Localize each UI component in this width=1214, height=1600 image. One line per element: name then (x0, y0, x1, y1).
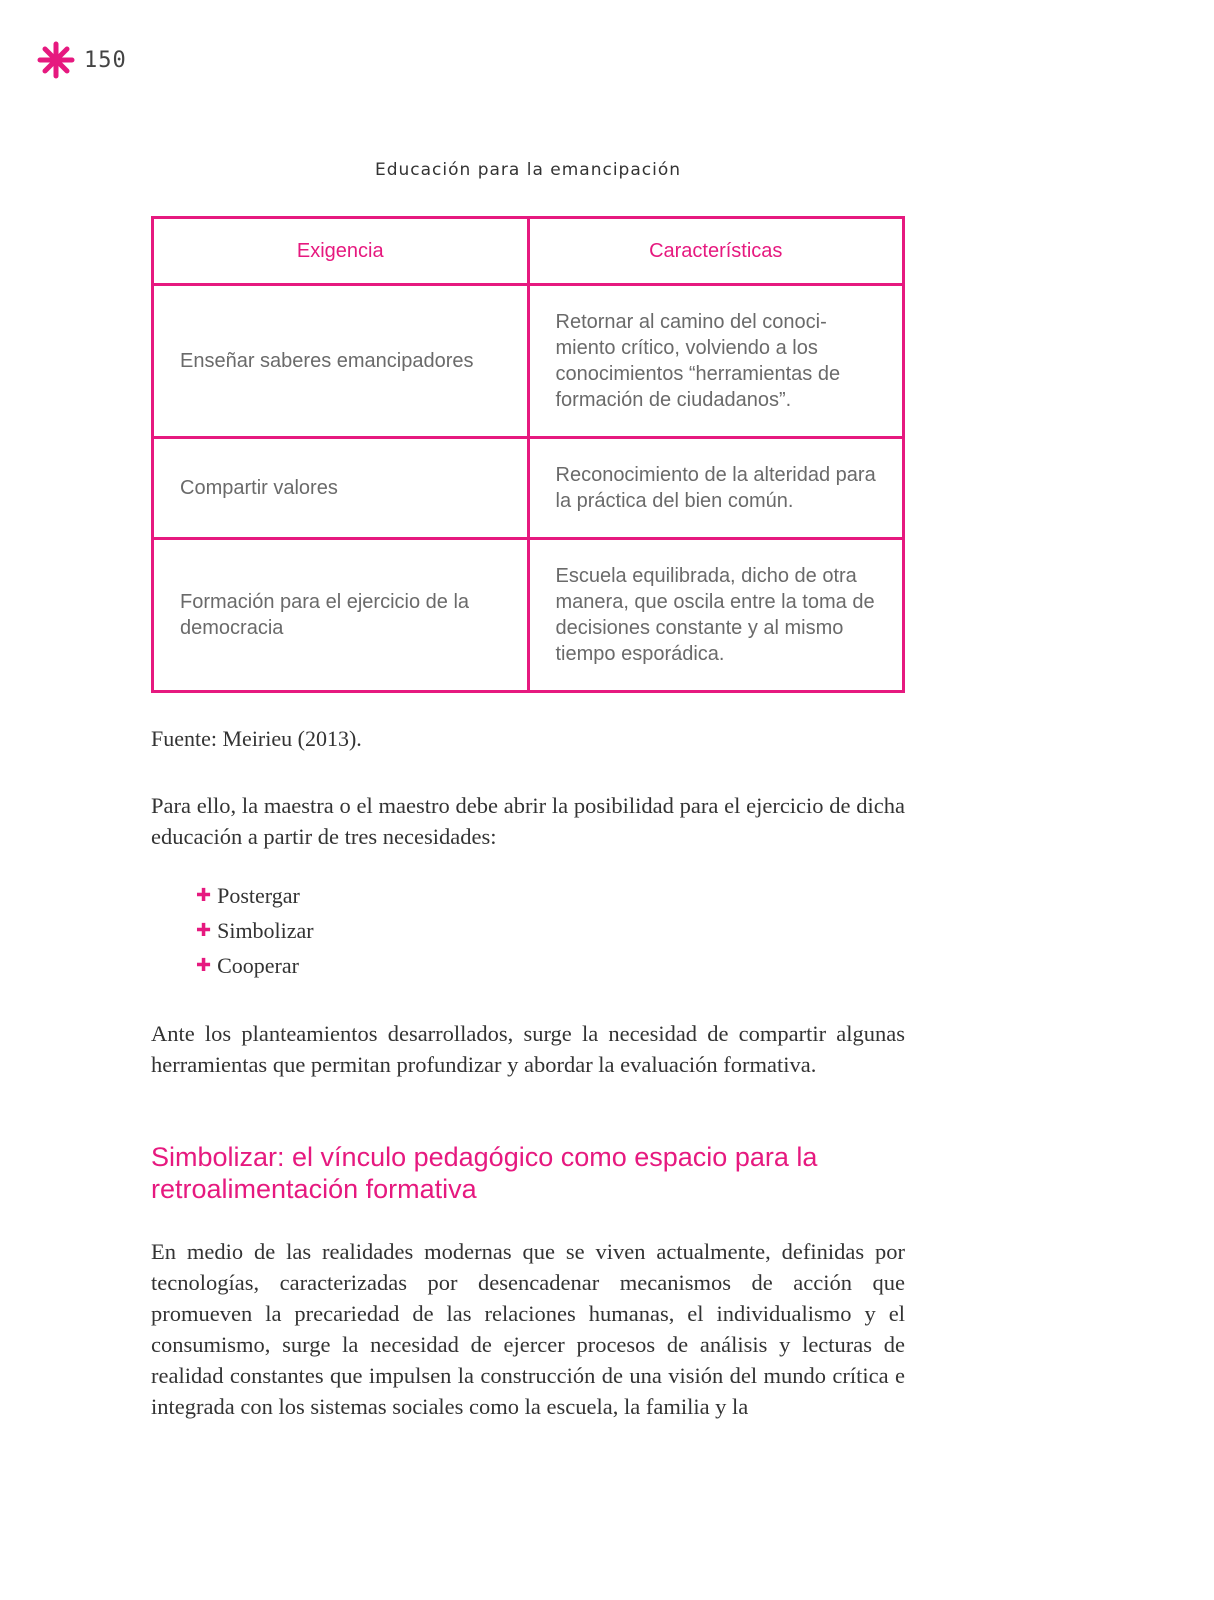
list-item (196, 878, 314, 913)
requirements-table (151, 216, 905, 693)
bullet-icon: ✚ (196, 920, 212, 941)
page-number: 150 (84, 47, 127, 73)
table-row (153, 539, 904, 692)
needs-list (196, 878, 314, 983)
caracteristicas-cell: Escuela equilibrada, dicho de otra manera, que oscila entre la toma de decisiones constante y al mismo tiempo esporádica. (528, 539, 904, 692)
column-header-exigencia: Exigencia (153, 218, 529, 285)
list-item-label: Simbolizar (217, 918, 314, 943)
bullet-icon: ✚ (196, 955, 212, 976)
list-item-label: Postergar (217, 883, 300, 908)
section-heading: Simbolizar: el vínculo pedagógico como espacio para la retroalimentación formativa (151, 1142, 818, 1204)
table-caption: Educación para la emancipación (374, 160, 682, 180)
caracteristicas-cell: Reconocimiento de la alteridad para la práctica del bien común. (528, 438, 904, 539)
table-source: Fuente: Meirieu (2013). (151, 726, 362, 751)
list-item (196, 913, 314, 948)
paragraph-intro: Para ello, la maestra o el maestro debe abrir la posibilidad para el ejercicio de dicha educación a partir de tres necesidades: (151, 793, 905, 849)
exigencia-cell: Formación para el ejercicio de la democracia (153, 539, 529, 692)
asterisk-icon (36, 40, 76, 80)
exigencia-cell: Enseñar saberes emancipadores (153, 285, 529, 438)
column-header-caracteristicas: Características (528, 218, 904, 285)
table-row (153, 438, 904, 539)
list-item (196, 948, 314, 983)
paragraph-tools: Ante los planteamientos desarrollados, surge la necesidad de compartir algunas herramientas que permitan profundizar y abordar la evaluación formativa. (151, 1021, 905, 1077)
list-item-label: Cooperar (217, 953, 299, 978)
table-header-row (153, 218, 904, 285)
page-header (36, 40, 127, 80)
paragraph-body: En medio de las realidades modernas que se viven actualmente, definidas por tecnologías, caracterizadas por desencadenar mecanismos de acción que promueven la precariedad de las relaciones humanas, el individualismo y el consumismo, surge la necesidad de ejercer procesos de análisis y lecturas de realidad constantes que impulsen la construcción de una visión del mundo crítica e integrada con los sistemas sociales como la escuela, la familia y la (151, 1239, 905, 1419)
bullet-icon: ✚ (196, 885, 212, 906)
caracteristicas-cell: Retornar al camino del conoci-miento crítico, volviendo a los conocimientos “herramientas de formación de ciudadanos”. (528, 285, 904, 438)
table-row (153, 285, 904, 438)
exigencia-cell: Compartir valores (153, 438, 529, 539)
